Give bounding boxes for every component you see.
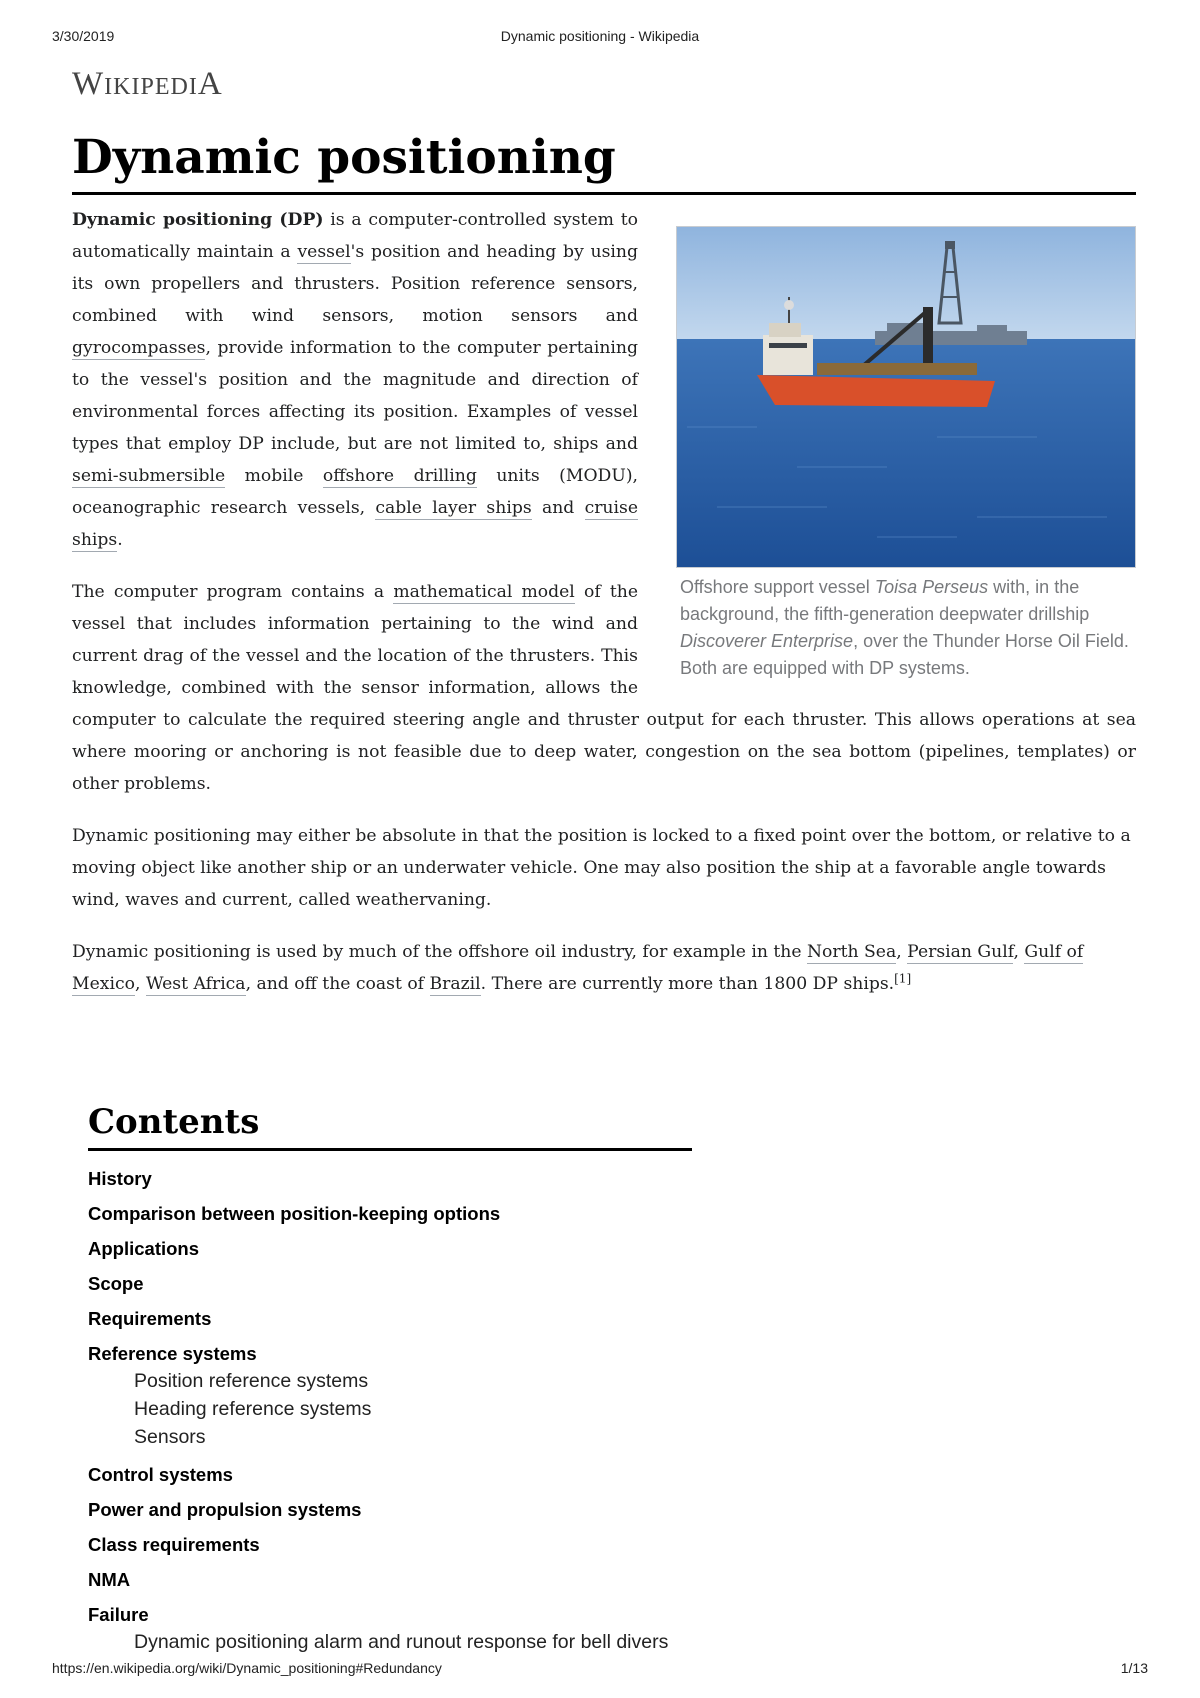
wikipedia-wordmark-logo[interactable]: WIKIPEDIA xyxy=(72,66,223,102)
toc-title: Contents xyxy=(88,1098,692,1151)
vessel-photo[interactable] xyxy=(676,226,1136,568)
toc-item[interactable] xyxy=(88,1301,692,1336)
toc-item[interactable] xyxy=(88,1597,692,1632)
toc-item-label[interactable]: Reference systems xyxy=(88,1343,257,1364)
paragraph-intro: Dynamic positioning (DP) is a computer-controlled system to automatically maintain a vessel's position and heading by using its own propellers and thrusters. Position reference sensors, combined with wind sensors, motion sensors and gyrocompasses, provide information to the computer pertaining to the vessel's position and the magnitude and direction of environmental forces affecting its position. Examples of vessel types that employ DP include, but are not limited to, ships and semi-submersible mobile offshore drilling units (MODU), oceanographic research vessels, cable layer ships and cruise ships. xyxy=(72,210,638,550)
print-page-title: Dynamic positioning - Wikipedia xyxy=(500,28,700,44)
paragraph-model: The computer program contains a mathematical model of the vessel that includes information pertaining to the wind and current drag of the vessel and the location of the thrusters. This knowledge, combined with the sensor information, allows the computer to calculate the required steering angle and thruster output for each thruster. This allows operations at sea where mooring or anchoring is not feasible due to deep water, congestion on the sea bottom (pipelines, templates) or other problems. xyxy=(72,582,1136,794)
toc-item[interactable] xyxy=(88,1336,692,1371)
link-semi-submersible[interactable]: semi-submersible xyxy=(72,466,226,486)
table-of-contents xyxy=(88,1098,692,1662)
link-west-africa[interactable]: West Africa xyxy=(145,974,246,994)
toc-item[interactable] xyxy=(88,1527,692,1562)
toc-item-label[interactable]: Applications xyxy=(88,1238,200,1259)
toc-item[interactable] xyxy=(88,1457,692,1492)
toc-item[interactable] xyxy=(88,1161,692,1196)
print-date: 3/30/2019 xyxy=(52,28,115,44)
toc-list xyxy=(88,1161,692,1656)
toc-item-label[interactable]: NMA xyxy=(88,1569,131,1590)
toc-sublist xyxy=(88,1367,692,1451)
toc-item-label[interactable]: Class requirements xyxy=(88,1534,260,1555)
link-gulf-of-mexico[interactable]: Gulf of Mexico xyxy=(72,942,1084,994)
toc-subitem[interactable]: Sensors xyxy=(134,1426,206,1448)
link-cruise-ships[interactable]: cruise ships xyxy=(72,498,638,550)
reference-1[interactable]: [1] xyxy=(894,971,912,986)
toc-subitem[interactable]: Dynamic positioning alarm and runout response for bell divers xyxy=(134,1631,669,1653)
paragraph-usage: Dynamic positioning is used by much of the offshore oil industry, for example in the North Sea, Persian Gulf, Gulf of Mexico, West Africa, and off the coast of Brazil. There are currently more than 1800 DP ships.[1] xyxy=(72,942,1084,994)
toc-item-label[interactable]: Scope xyxy=(88,1273,144,1294)
page-title: Dynamic positioning xyxy=(72,126,1136,195)
toc-item[interactable] xyxy=(88,1231,692,1266)
link-persian-gulf[interactable]: Persian Gulf xyxy=(907,942,1014,962)
toc-sublist xyxy=(88,1628,692,1656)
print-page-number: 1/13 xyxy=(1120,1660,1148,1676)
toc-item[interactable] xyxy=(88,1196,692,1231)
toc-item-label[interactable]: Requirements xyxy=(88,1308,212,1329)
toc-item[interactable] xyxy=(88,1266,692,1301)
paragraph-absolute-relative: Dynamic positioning may either be absolute in that the position is locked to a fixed point over the bottom, or relative to a moving object like another ship or an underwater vehicle. One may also position the ship at a favorable angle towards wind, waves and current, called weathervaning. xyxy=(72,826,1131,910)
link-north-sea[interactable]: North Sea xyxy=(806,942,897,962)
link-cable-layer-ships[interactable]: cable layer ships xyxy=(375,498,532,518)
article-content xyxy=(72,204,1136,1020)
link-gyrocompasses[interactable]: gyrocompasses xyxy=(72,338,206,358)
link-mathematical-model[interactable]: mathematical model xyxy=(393,582,575,602)
toc-item-label[interactable]: Control systems xyxy=(88,1464,233,1485)
toc-subitem[interactable]: Position reference systems xyxy=(134,1370,369,1392)
print-url: https://en.wikipedia.org/wiki/Dynamic_positioning#Redundancy xyxy=(52,1660,442,1676)
link-vessel[interactable]: vessel xyxy=(297,242,351,262)
toc-subitem[interactable]: Heading reference systems xyxy=(134,1398,372,1420)
figure-caption: Offshore support vessel Toisa Perseus with, in the background, the fifth-generation deepwater drillship Discoverer Enterprise, over the Thunder Horse Oil Field. Both are equipped with DP systems. xyxy=(680,577,1129,678)
toc-item-label[interactable]: Failure xyxy=(88,1604,149,1625)
toc-item-label[interactable]: Power and propulsion systems xyxy=(88,1499,362,1520)
thumbnail-figure xyxy=(676,226,1136,682)
toc-item-label[interactable]: Comparison between position-keeping options xyxy=(88,1203,501,1224)
toc-item[interactable] xyxy=(88,1562,692,1597)
toc-item[interactable] xyxy=(88,1492,692,1527)
link-offshore-drilling[interactable]: offshore drilling xyxy=(322,466,477,486)
toc-item-label[interactable]: History xyxy=(88,1168,152,1189)
link-brazil[interactable]: Brazil xyxy=(429,974,481,994)
